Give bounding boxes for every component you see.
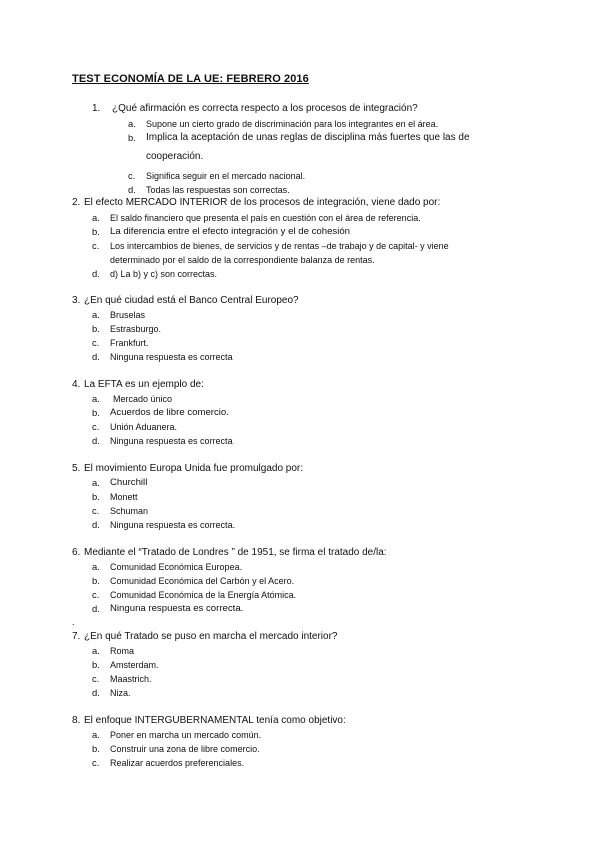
q7-option-c-marker: c. bbox=[92, 673, 100, 684]
q5-option-d: Ninguna respuesta es correcta. bbox=[110, 520, 236, 530]
q1-option-d-marker: d. bbox=[128, 184, 136, 195]
q1-option-b-line2: cooperación. bbox=[146, 151, 204, 162]
question-1-text: ¿Qué afirmación es correcta respecto a los procesos de integración? bbox=[112, 103, 418, 114]
q1-option-b-line1: Implica la aceptación de unas reglas de disciplina más fuertes que las de bbox=[146, 132, 470, 143]
q7-option-b: Amsterdam. bbox=[110, 660, 159, 670]
question-3-number: 3. bbox=[72, 295, 81, 306]
q8-option-a-marker: a. bbox=[92, 729, 100, 740]
q2-option-b: La diferencia entre el efecto integración y el de cohesión bbox=[110, 226, 350, 237]
q8-option-c-marker: c. bbox=[92, 757, 100, 768]
q3-option-c: Frankfurt. bbox=[110, 338, 149, 348]
q5-option-c: Schuman bbox=[110, 506, 149, 516]
q5-option-a: Churchill bbox=[110, 477, 148, 488]
q3-option-d-marker: d. bbox=[92, 351, 100, 362]
question-6-text: Mediante el “Tratado de Londres ” de 1951, se firma el tratado de/la: bbox=[84, 547, 387, 558]
q7-option-a-marker: a. bbox=[92, 645, 100, 656]
question-4-number: 4. bbox=[72, 379, 81, 390]
question-7-number: 7. bbox=[72, 631, 81, 642]
document-title: TEST ECONOMÍA DE LA UE: FEBRERO 2016 bbox=[72, 73, 309, 85]
question-5-text: El movimiento Europa Unida fue promulgado por: bbox=[84, 463, 304, 474]
q6-option-c-marker: c. bbox=[92, 589, 100, 600]
question-2-text: El efecto MERCADO INTERIOR de los procesos de integración, viene dado por: bbox=[84, 197, 441, 208]
q4-option-d: Ninguna respuesta es correcta bbox=[110, 436, 233, 446]
q1-option-c: Significa seguir en el mercado nacional. bbox=[146, 171, 306, 181]
q6-option-d-marker: d. bbox=[92, 603, 100, 614]
q6-option-a: Comunidad Económica Europea. bbox=[110, 562, 243, 572]
q4-option-a: Mercado único bbox=[113, 394, 173, 404]
question-5-number: 5. bbox=[72, 463, 81, 474]
q3-option-b-marker: b. bbox=[92, 323, 100, 334]
q3-option-a-marker: a. bbox=[92, 309, 100, 320]
q3-option-c-marker: c. bbox=[92, 337, 100, 348]
question-2-number: 2. bbox=[72, 197, 81, 208]
q2-option-a-marker: a. bbox=[92, 212, 100, 223]
question-4-text: La EFTA es un ejemplo de: bbox=[84, 379, 204, 390]
q2-option-d: d) La b) y c) son correctas. bbox=[110, 269, 218, 279]
q2-option-c-line1: Los intercambios de bienes, de servicios y de rentas –de trabajo y de capital- y viene bbox=[110, 241, 449, 251]
question-6-number: 6. bbox=[72, 547, 81, 558]
q2-option-c-marker: c. bbox=[92, 240, 100, 251]
q1-option-b-marker: b. bbox=[128, 132, 136, 143]
question-8-text: El enfoque INTERGUBERNAMENTAL tenía como objetivo: bbox=[84, 715, 346, 726]
q7-option-c: Maastrich. bbox=[110, 674, 152, 684]
q8-option-c: Realizar acuerdos preferenciales. bbox=[110, 758, 245, 768]
q4-option-a-marker: a. bbox=[92, 393, 100, 404]
q6-option-b-marker: b. bbox=[92, 575, 100, 586]
q4-option-b-marker: b. bbox=[92, 407, 100, 418]
q7-option-d: Niza. bbox=[110, 688, 131, 698]
q7-option-a: Roma bbox=[110, 646, 135, 656]
q6-option-d: Ninguna respuesta es correcta. bbox=[110, 603, 244, 614]
q1-option-c-marker: c. bbox=[128, 170, 136, 181]
q4-option-b: Acuerdos de libre comercio. bbox=[110, 407, 229, 418]
q8-option-b-marker: b. bbox=[92, 743, 100, 754]
q2-option-b-marker: b. bbox=[92, 226, 100, 237]
q2-option-c-line2: determinado por el saldo de la correspondiente balanza de rentas. bbox=[110, 255, 375, 265]
q5-option-d-marker: d. bbox=[92, 519, 100, 530]
q4-option-c: Unión Aduanera. bbox=[110, 422, 178, 432]
q8-option-a: Poner en marcha un mercado común. bbox=[110, 730, 262, 740]
q6-option-b: Comunidad Económica del Carbón y el Acero. bbox=[110, 576, 295, 586]
q1-option-d: Todas las respuestas son correctas. bbox=[146, 185, 290, 195]
q5-option-b: Monett bbox=[110, 492, 138, 502]
q7-option-d-marker: d. bbox=[92, 687, 100, 698]
question-3-text: ¿En qué ciudad está el Banco Central Europeo? bbox=[84, 295, 299, 306]
question-8-number: 8. bbox=[72, 715, 81, 726]
q6-option-a-marker: a. bbox=[92, 561, 100, 572]
q4-option-d-marker: d. bbox=[92, 435, 100, 446]
q5-option-c-marker: c. bbox=[92, 505, 100, 516]
q4-option-c-marker: c. bbox=[92, 421, 100, 432]
q8-option-b: Construir una zona de libre comercio. bbox=[110, 744, 260, 754]
q6-option-c: Comunidad Económica de la Energía Atómica. bbox=[110, 590, 297, 600]
q3-option-d: Ninguna respuesta es correcta bbox=[110, 352, 233, 362]
q2-option-a: El saldo financiero que presenta el país en cuestión con el área de referencia. bbox=[110, 213, 421, 223]
q7-option-b-marker: b. bbox=[92, 659, 100, 670]
q5-option-b-marker: b. bbox=[92, 491, 100, 502]
question-7-text: ¿En qué Tratado se puso en marcha el mercado interior? bbox=[84, 631, 338, 642]
stray-period: . bbox=[72, 617, 75, 627]
q3-option-a: Bruselas bbox=[110, 310, 146, 320]
q2-option-d-marker: d. bbox=[92, 268, 100, 279]
q1-option-a-marker: a. bbox=[128, 118, 136, 129]
q3-option-b: Estrasburgo. bbox=[110, 324, 162, 334]
question-1-number: 1. bbox=[92, 103, 101, 114]
q5-option-a-marker: a. bbox=[92, 477, 100, 488]
q1-option-a: Supone un cierto grado de discriminación para los integrantes en el área. bbox=[146, 119, 439, 129]
